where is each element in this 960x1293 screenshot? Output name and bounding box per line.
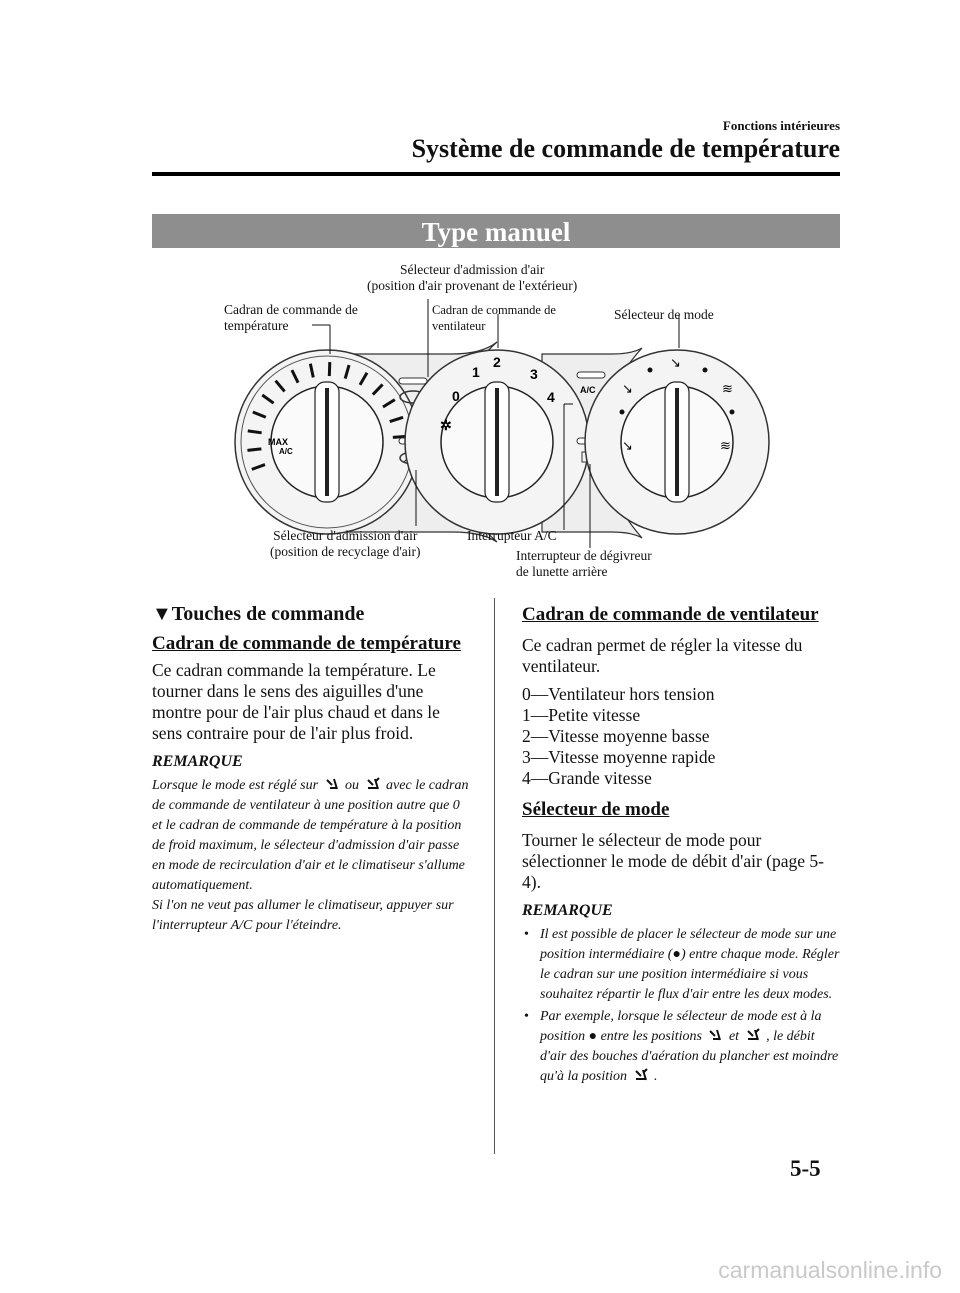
fan-speed-1: 1 — [472, 364, 480, 380]
band-title: Type manuel — [152, 214, 840, 248]
remark-heading: REMARQUE — [152, 753, 243, 770]
remark-list — [522, 925, 842, 1087]
label-ac-switch: Interrupteur A/C — [467, 528, 557, 543]
fan-speed-0: 0 — [452, 388, 460, 404]
fan-speed-list — [522, 684, 842, 789]
fan-speed-item: 0―Ventilateur hors tension — [522, 684, 715, 704]
mode-vent-icon: ↘ — [670, 356, 681, 371]
fan-speed-4: 4 — [547, 389, 555, 405]
fan-speed-item: 4―Grande vitesse — [522, 768, 652, 788]
temp-tick-mark — [248, 431, 262, 433]
triangle-bullet-icon: ▼ — [152, 603, 172, 625]
mode-defrost-icon: ≋ — [720, 439, 731, 454]
label-intake-recirc: Sélecteur d'admission d'air (position de recyclage d'air) — [270, 528, 421, 559]
fan-dial-text: Ce cadran permet de régler la vitesse du ventilateur. — [522, 635, 803, 676]
temp-dial-text: Ce cadran commande la température. Le tourner dans le sens des aiguilles d'une montre pour de l'air plus chaud et dans le sens contraire pour de l'air plus froid. — [152, 660, 440, 743]
remark-item: • Il est possible de placer le sélecteur de mode sur une position intermédiaire (●) entre chaque mode. Régler le cadran sur une position intermédiaire si vous souhaitez répartir le flux d'air entre les deux modes. — [522, 925, 842, 1005]
page-title: Système de commande de température — [411, 134, 840, 163]
fan-dial-heading: Cadran de commande de ventilateur — [522, 604, 819, 625]
fan-speed-item: 2―Vitesse moyenne basse — [522, 726, 710, 746]
floor-mode-icon — [708, 1028, 722, 1042]
floor-defrost-mode-icon — [634, 1068, 648, 1082]
floor-mode-icon — [325, 777, 339, 791]
remark-heading: REMARQUE — [522, 902, 613, 919]
section-heading: ▼Touches de commande — [152, 603, 365, 625]
label-mode-selector: Sélecteur de mode — [614, 307, 714, 322]
mode-floor-icon: ↘ — [622, 439, 633, 454]
floor-defrost-mode-icon — [746, 1028, 760, 1042]
section-header: Fonctions intérieures — [722, 118, 840, 133]
label-intake-fresh: Sélecteur d'admission d'air (position d'air provenant de l'extérieur) — [367, 262, 578, 293]
mode-selector-text: Tourner le sélecteur de mode pour sélectionner le mode de débit d'air (page 5-4). — [522, 830, 824, 892]
remark-item: • Par exemple, lorsque le sélecteur de mode est à la position ● entre les positions et , le débit d'air des bouches d'aération du plancher est moindre qu'à la position . — [522, 1007, 842, 1087]
column-divider — [494, 598, 495, 1154]
page-number: 5-5 — [790, 1156, 821, 1181]
remark-text: Lorsque le mode est réglé sur ou avec le cadran de commande de ventilateur à une position autre que 0 et le cadran de commande de température à la position de froid maximum, le sélecteur d'admission d'air passe en mode de recirculation d'air et le climatiseur s'allume automatiquement. Si l'on ne veut pas allumer le climatiseur, appuyer sur l'interrupteur A/C pour l'éteindre. — [152, 778, 469, 933]
floor-defrost-mode-icon — [366, 777, 380, 791]
climate-control-diagram — [152, 252, 840, 592]
label-defogger: Interrupteur de dégivreur de lunette arrière — [516, 548, 652, 579]
header-rule — [152, 172, 840, 176]
temp-dial-heading: Cadran de commande de température — [152, 633, 461, 654]
position-dot-icon: ● — [588, 1029, 598, 1044]
label-fan-dial: Cadran de commande de ventilateur — [432, 303, 556, 333]
temp-ac-label: A/C — [279, 447, 293, 456]
right-column — [522, 604, 842, 1089]
ac-button-label: A/C — [580, 385, 596, 395]
fan-speed-item: 3―Vitesse moyenne rapide — [522, 747, 716, 767]
position-dot-icon: ● — [672, 947, 681, 962]
left-column — [152, 604, 470, 936]
mode-selector-heading: Sélecteur de mode — [522, 799, 670, 820]
temp-max-label: MAX — [268, 437, 288, 447]
mode-floor-defrost-icon: ≋ — [722, 382, 733, 397]
fan-speed-3: 3 — [530, 366, 538, 382]
fan-speed-item: 1―Petite vitesse — [522, 705, 641, 725]
label-temp-dial: Cadran de commande de température — [224, 302, 358, 333]
temp-tick-mark — [247, 449, 261, 450]
watermark: carmanualsonline.info — [718, 1257, 942, 1283]
fan-speed-2: 2 — [493, 354, 501, 370]
fan-icon: ✲ — [440, 417, 452, 433]
mode-bilevel-icon: ↘ — [622, 382, 633, 397]
